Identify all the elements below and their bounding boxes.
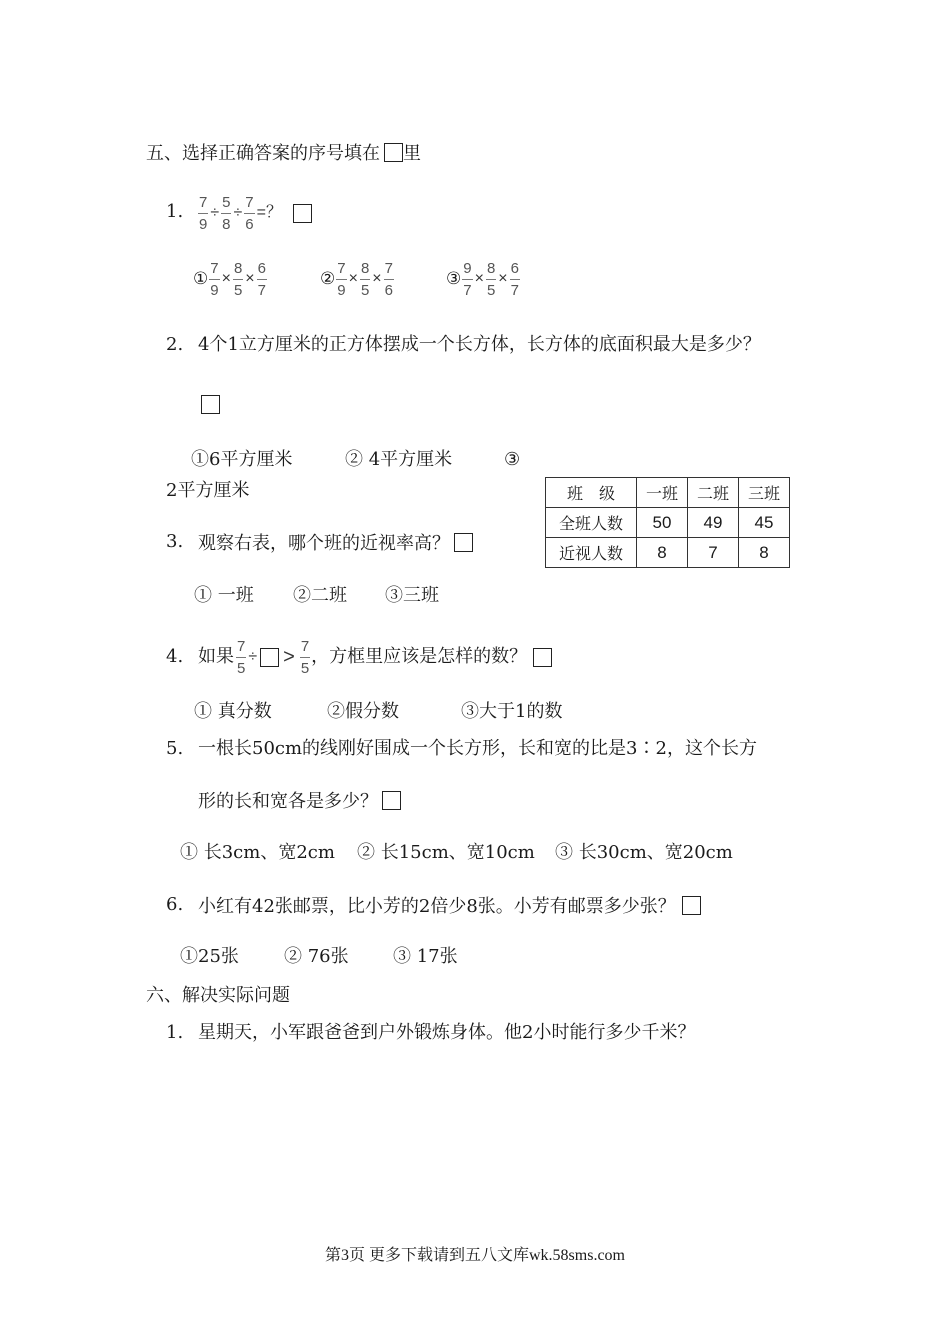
q2-option-3[interactable]: ③	[504, 449, 521, 470]
table-cell: 7	[688, 538, 739, 568]
q2-option-1[interactable]: ①6平方厘米	[191, 449, 293, 470]
q6-answer-box[interactable]	[682, 896, 701, 915]
q5-answer-box[interactable]	[382, 791, 401, 810]
q6-option-1[interactable]: ①25张	[180, 946, 239, 967]
q2-number: 2.	[166, 334, 184, 355]
table-row	[546, 508, 790, 538]
q4-inline-box	[260, 648, 279, 667]
q1-option-3[interactable]: ③ $\frac{9}{7}$ × $\frac{8}{5}$ × $\frac{6}{7}$	[446, 259, 519, 299]
q2-text: 4个1立方厘米的正方体摆成一个长方体，长方体的底面积最大是多少？	[198, 334, 761, 355]
q5-option-3[interactable]: ③ 长30cm、宽20cm	[555, 842, 733, 863]
q3-option-3[interactable]: ③三班	[385, 585, 439, 606]
class-table	[545, 477, 790, 568]
q5-line-2: 形的长和宽各是多少？	[198, 791, 401, 811]
table-row	[546, 538, 790, 568]
q3-option-2[interactable]: ②二班	[293, 585, 347, 606]
s6-q1-number: 1.	[166, 1022, 184, 1043]
table-cell: 45	[739, 508, 790, 538]
table-cell: 49	[688, 508, 739, 538]
q1-expression: $\frac{7}{9}$ ÷ $\frac{5}{8}$ ÷ $\frac{7}{6}$ =？	[197, 193, 312, 233]
q1-option-1[interactable]: ① $\frac{7}{9}$ × $\frac{8}{5}$ × $\frac{6}{7}$	[193, 259, 266, 299]
q5-option-2[interactable]: ② 长15cm、宽10cm	[357, 842, 535, 863]
table-header: 班 级	[546, 478, 637, 508]
q3-text: 观察右表，哪个班的近视率高？	[198, 533, 473, 553]
q3-number: 3.	[166, 531, 184, 552]
table-header: 二班	[688, 478, 739, 508]
table-header-row	[546, 478, 790, 508]
page-footer: 第3页 更多下载请到五八文库wk.58sms.com	[324, 1247, 625, 1264]
section-6-title: 六、解决实际问题	[146, 985, 290, 1006]
q2-option-2[interactable]: ② 4平方厘米	[345, 449, 453, 470]
table-cell: 全班人数	[546, 508, 637, 538]
fraction: $\frac{7}{6}$	[245, 193, 254, 233]
q4-option-1[interactable]: ① 真分数	[194, 701, 272, 722]
q4-option-3[interactable]: ③大于1的数	[461, 701, 563, 722]
q6-number: 6.	[166, 894, 184, 915]
q3-answer-box[interactable]	[454, 533, 473, 552]
table-cell: 8	[637, 538, 688, 568]
table-header: 一班	[637, 478, 688, 508]
q2-answer-box[interactable]	[201, 395, 220, 415]
section-5-title: 五、选择正确答案的序号填在 里	[146, 143, 421, 164]
q2-option-3-cont: 2平方厘米	[166, 480, 250, 501]
q4-option-2[interactable]: ②假分数	[327, 701, 399, 722]
s6-q1-text: 星期天，小军跟爸爸到户外锻炼身体。他2小时能行多少千米？	[198, 1022, 696, 1043]
q5-number: 5.	[166, 738, 184, 759]
q6-option-3[interactable]: ③ 17张	[393, 946, 458, 967]
q4-answer-box[interactable]	[533, 648, 552, 667]
q5-option-1[interactable]: ① 长3cm、宽2cm	[180, 842, 335, 863]
q3-option-1[interactable]: ① 一班	[194, 585, 254, 606]
q5-line-1: 一根长50cm的线刚好围成一个长方形，长和宽的比是3∶2，这个长方	[198, 738, 757, 759]
q1-option-2[interactable]: ② $\frac{7}{9}$ × $\frac{8}{5}$ × $\frac{7}{6}$	[320, 259, 393, 299]
fraction: $\frac{7}{9}$	[199, 193, 208, 233]
q6-text: 小红有42张邮票，比小芳的2倍少8张。小芳有邮票多少张？	[198, 896, 701, 916]
table-cell: 8	[739, 538, 790, 568]
table-cell: 近视人数	[546, 538, 637, 568]
answer-box[interactable]	[384, 143, 403, 162]
q4-text: 如果 $\frac{7}{5}$ ÷ > $\frac{7}{5}$ ，方框里应该是怎样的数？	[198, 636, 552, 678]
q1-answer-box[interactable]	[293, 204, 312, 223]
table-cell: 50	[637, 508, 688, 538]
fraction: $\frac{5}{8}$	[222, 193, 231, 233]
q4-number: 4.	[166, 646, 184, 667]
q1-number: 1.	[166, 201, 184, 222]
q6-option-2[interactable]: ② 76张	[284, 946, 349, 967]
table-header: 三班	[739, 478, 790, 508]
